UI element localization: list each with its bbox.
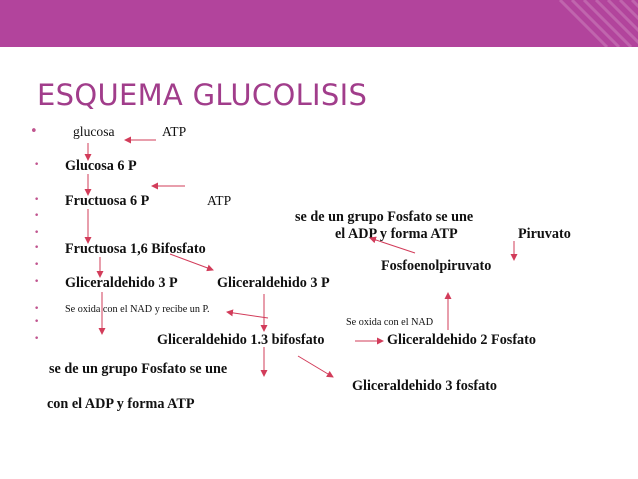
arrow-icon [227,312,268,318]
bullet-icon: • [34,277,40,287]
oxida-nad-note: Se oxida con el NAD y recibe un P. [65,304,210,315]
atp-label: ATP [207,193,232,208]
bullet-icon: • [34,195,40,205]
fructuosa-16-label: Fructuosa 1,6 Bifosfato [65,241,206,257]
fructuosa-6p-label: Fructuosa 6 P [65,193,150,209]
bullet-icon: • [34,304,40,314]
oxida-nad-note: Se oxida con el NAD [346,317,434,328]
gliceraldehido-3p-label: Gliceraldehido 3 P [217,275,330,291]
gliceraldehido-3p-label: Gliceraldehido 3 P [65,275,178,291]
arrow-icon [298,356,333,377]
adp-atp-label: el ADP y forma ATP [335,226,458,242]
bullet-icon: • [34,211,40,221]
bullet-icon: • [34,260,40,270]
bullet-icon: • [34,317,40,327]
piruvato-label: Piruvato [518,226,571,242]
bullet-icon: • [34,243,40,253]
fosfoenolpiruvato-label: Fosfoenolpiruvato [381,258,492,274]
fosfato-une-label: se de un grupo Fosfato se une [49,361,228,377]
gliceraldehido-3-fosfato-label: Gliceraldehido 3 fosfato [352,378,498,394]
arrow-icon [170,254,213,270]
bullet-icon: • [34,334,40,344]
arrow-icon [370,238,415,253]
bullet-icon: • [34,160,40,170]
fosfato-une-label: se de un grupo Fosfato se une [295,209,474,225]
gliceraldehido-13-label: Gliceraldehido 1.3 bifosfato [157,332,325,348]
gliceraldehido-2-label: Gliceraldehido 2 Fosfato [387,332,536,348]
atp-label: ATP [162,124,187,139]
slide-title: ESQUEMA GLUCOLISIS [37,78,368,112]
bullet-icon: • [30,124,38,139]
glucosa-6p-label: Glucosa 6 P [65,158,137,174]
glucosa-label: glucosa [73,124,115,139]
bullet-icon: • [34,228,40,238]
adp-atp-label: con el ADP y forma ATP [47,396,195,412]
